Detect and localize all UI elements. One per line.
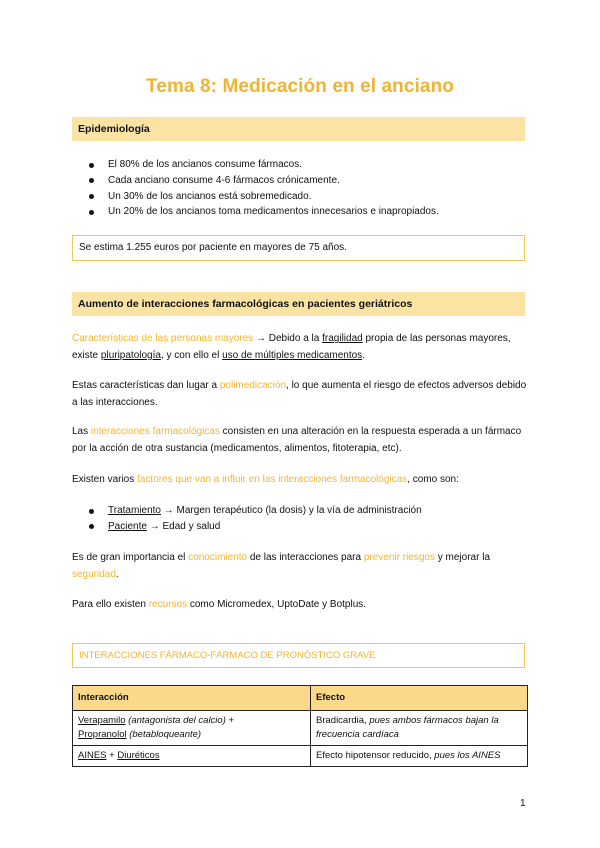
highlight-text: recursos: [148, 599, 188, 610]
table-cell: [73, 711, 311, 746]
column-header: Efecto: [311, 686, 528, 711]
underlined-text: AINES: [78, 750, 107, 761]
cost-callout: Se estima 1.255 euros por paciente en mayores de 75 años.: [72, 235, 525, 261]
list-item: El 80% de los ancianos consume fármacos.: [89, 157, 439, 173]
list-item: [89, 519, 422, 535]
text: → Margen terapéutico (la dosis) y la vía de administración: [160, 505, 422, 516]
highlight-text: Características de las personas mayores: [72, 333, 254, 344]
text: Es de gran importancia el: [72, 552, 189, 563]
factores-list: [89, 503, 422, 535]
list-item: Cada anciano consume 4-6 fármacos crónicamente.: [89, 173, 439, 189]
italic-text: pues ambos fármacos bajan la frecuencia cardíaca: [316, 715, 499, 740]
interactions-table: [72, 685, 528, 767]
text: .: [115, 568, 119, 580]
table-header-row: [73, 686, 528, 711]
text: , y con ello el: [160, 349, 223, 361]
underlined-text: Paciente: [108, 520, 147, 532]
table-cell: [311, 746, 528, 767]
list-item: [89, 503, 422, 519]
text: consisten en una alteración en la respuesta esperada a un fármaco por la acción de otra sustancia (medicamentos, alimentos, fitoterapia, etc).: [72, 426, 522, 454]
underlined-text: Propranolol: [78, 729, 127, 740]
paragraph-factores: [72, 472, 528, 489]
table-cell: [311, 711, 528, 746]
column-header: Interacción: [73, 686, 311, 711]
text: Las: [72, 426, 91, 437]
text: +: [225, 715, 235, 726]
paragraph-interacciones: [72, 424, 528, 457]
list-item: Un 20% de los ancianos toma medicamentos innecesarios e inapropiados.: [89, 204, 439, 220]
text: +: [106, 750, 118, 761]
text: → Edad y salud: [146, 520, 221, 532]
text: → Debido a la: [253, 333, 323, 344]
paragraph-recursos: [72, 597, 528, 614]
text: Existen varios: [72, 474, 138, 485]
text: propia de las personas mayores, existe: [72, 333, 511, 361]
text: de las interacciones para: [247, 552, 364, 563]
epidemiologia-list: [89, 157, 439, 220]
table-cell: [73, 746, 311, 767]
underlined-text: pluripatología: [100, 349, 161, 361]
underlined-text: Verapamilo: [78, 715, 126, 726]
text: Efecto hipotensor reducido,: [316, 750, 435, 761]
text: y mejorar la: [434, 552, 490, 563]
text: , lo que aumenta el riesgo de efectos adversos debido a las interacciones.: [72, 380, 527, 408]
italic-text: pues los AINES: [434, 750, 501, 761]
highlight-text: prevenir riesgos: [363, 552, 435, 563]
underlined-text: uso de múltiples medicamentos: [222, 349, 363, 361]
highlight-text: polimedicación: [219, 380, 287, 391]
section-heading-epidemiologia: Epidemiología: [72, 117, 525, 141]
text: , como son:: [407, 474, 459, 485]
highlight-text: interacciones farmacológicas: [90, 426, 220, 437]
text: Estas características dan lugar a: [72, 380, 220, 391]
highlight-text: factores que van a influir en las interacciones farmacológicas: [137, 474, 408, 485]
highlight-text: conocimiento: [188, 552, 248, 563]
page-title: Tema 8: Medicación en el anciano: [146, 76, 454, 97]
underlined-text: Diuréticos: [117, 750, 160, 761]
highlight-text: seguridad: [72, 568, 116, 580]
text: Para ello existen: [72, 599, 149, 610]
table-row: [73, 746, 528, 767]
italic-text: (betabloqueante): [126, 729, 202, 740]
list-item: Un 30% de los ancianos está sobremedicado.: [89, 189, 439, 205]
paragraph-importancia: [72, 550, 528, 583]
section-heading-interacciones: Aumento de interacciones farmacológicas en pacientes geriátricos: [72, 292, 525, 316]
underlined-text: Tratamiento: [108, 505, 161, 516]
text: .: [362, 349, 365, 361]
text: como Micromedex, UptoDate y Botplus.: [187, 599, 367, 610]
italic-text: (antagonista del calcio): [125, 715, 226, 726]
paragraph-caracteristicas: [72, 331, 528, 364]
page-number: 1: [520, 798, 526, 809]
section-heading-grave: INTERACCIONES FÁRMACO-FÁRMACO DE PRONÓSTICO GRAVE: [72, 643, 525, 668]
table-row: [73, 711, 528, 746]
underlined-text: fragilidad: [322, 333, 363, 344]
text: Bradicardia,: [316, 715, 370, 726]
paragraph-polimedicacion: [72, 378, 528, 411]
